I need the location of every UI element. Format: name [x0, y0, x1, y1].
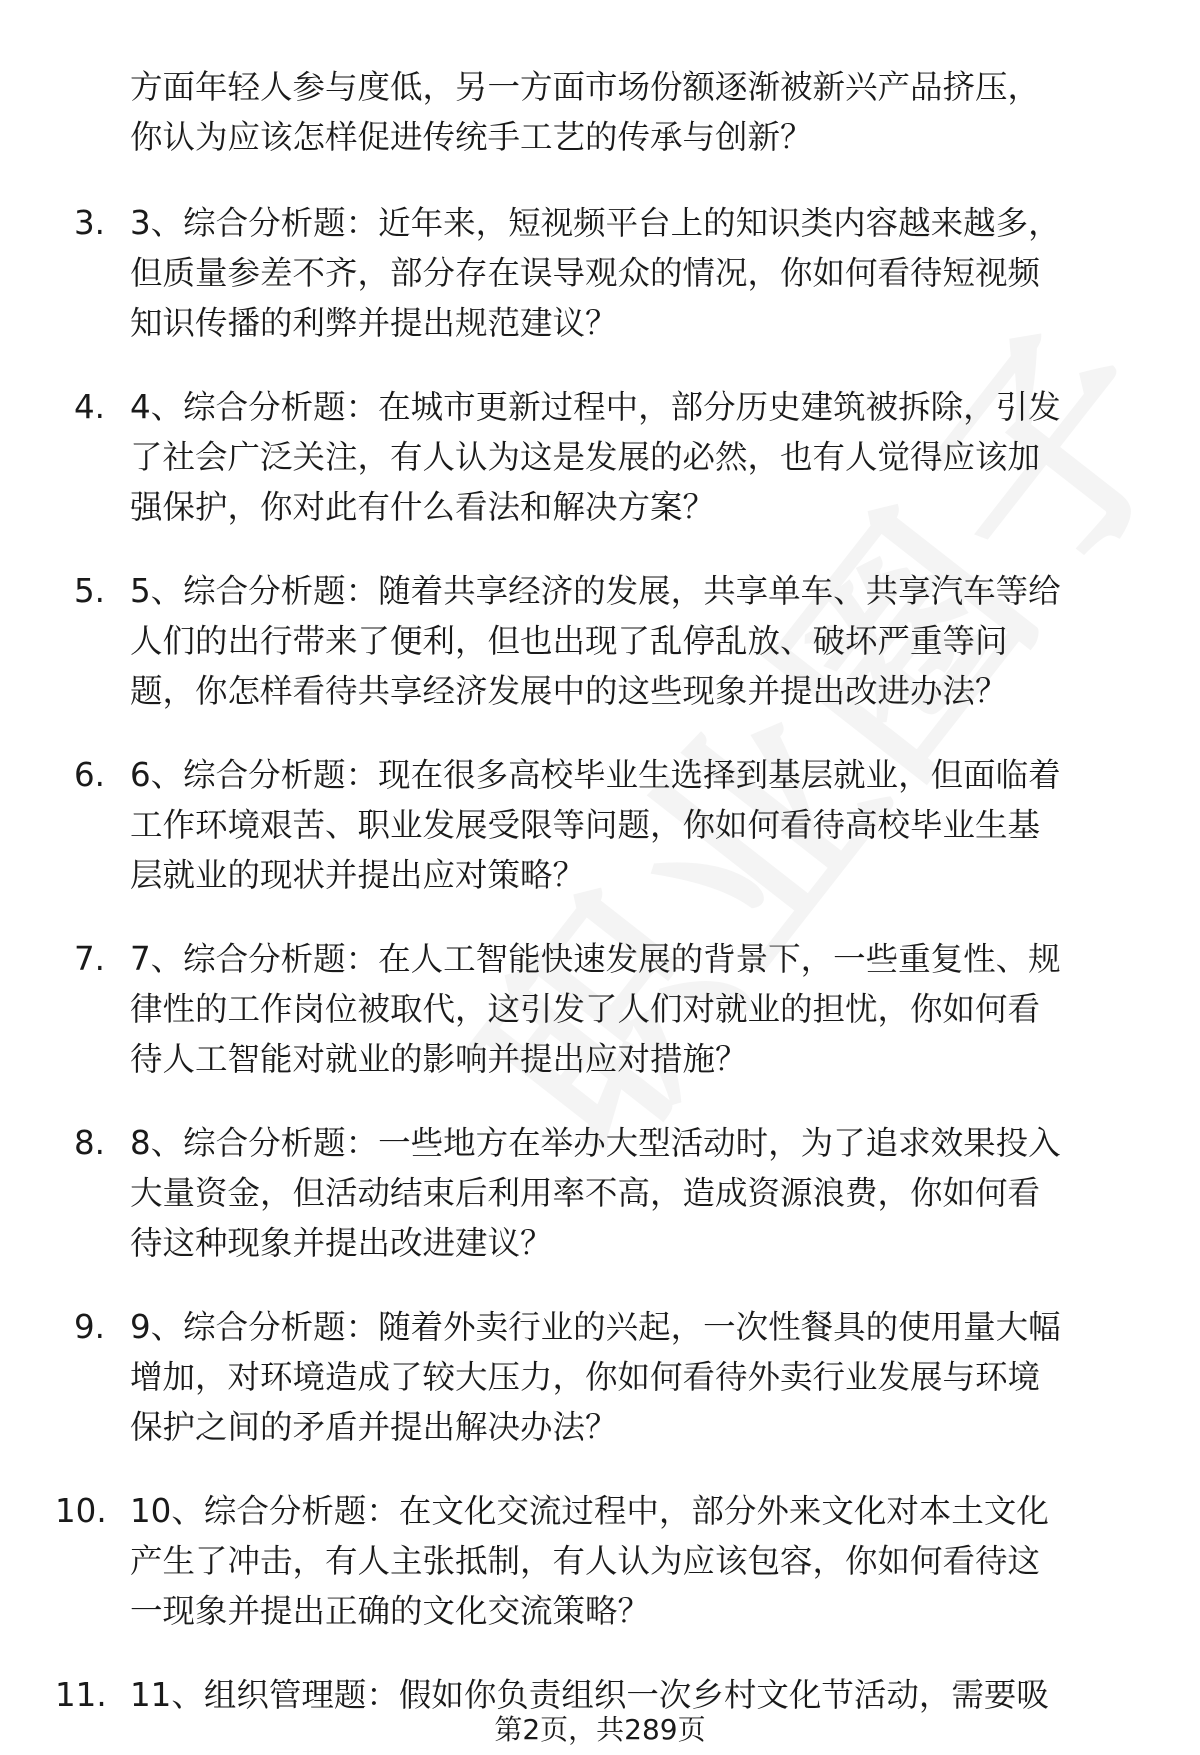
list-item-text: 10、综合分析题：在文化交流过程中，部分外来文化对本土文化 产生了冲击，有人主张抵制，有人认为应该包容，你如何看待这 一现象并提出正确的文化交流策略？: [130, 1492, 1049, 1630]
list-item: [0, 1118, 1200, 1268]
list-item-text: 4、综合分析题：在城市更新过程中，部分历史建筑被拆除，引发 了社会广泛关注，有人认为这是发展的必然，也有人觉得应该加 强保护，你对此有什么看法和解决方案？: [130, 388, 1061, 526]
list-item-number: 10.: [55, 1492, 107, 1530]
list-item-number: 5.: [74, 572, 106, 610]
list-item-continuation: [0, 62, 1200, 162]
list-item-text: 9、综合分析题：随着外卖行业的兴起，一次性餐具的使用量大幅 增加，对环境造成了较大压力，你如何看待外卖行业发展与环境 保护之间的矛盾并提出解决办法？: [130, 1308, 1061, 1446]
list-item-number: 9.: [74, 1308, 106, 1346]
list-item: [0, 934, 1200, 1084]
list-item: [0, 382, 1200, 532]
list-item-text: 3、综合分析题：近年来，短视频平台上的知识类内容越来越多， 但质量参差不齐，部分存在误导观众的情况，你如何看待短视频 知识传播的利弊并提出规范建议？: [130, 204, 1061, 342]
list-item-text: 11、组织管理题：假如你负责组织一次乡村文化节活动，需要吸: [130, 1676, 1049, 1714]
page-footer: [0, 1712, 1200, 1748]
list-item-text: 6、综合分析题：现在很多高校毕业生选择到基层就业，但面临着 工作环境艰苦、职业发展受限等问题，你如何看待高校毕业生基 层就业的现状并提出应对策略？: [130, 756, 1061, 894]
list-item-text: 8、综合分析题：一些地方在举办大型活动时，为了追求效果投入 大量资金，但活动结束后利用率不高，造成资源浪费，你如何看 待这种现象并提出改进建议？: [130, 1124, 1061, 1262]
list-item-text: 方面年轻人参与度低，另一方面市场份额逐渐被新兴产品挤压， 你认为应该怎样促进传统手工艺的传承与创新？: [130, 68, 1041, 156]
list-item-text: 5、综合分析题：随着共享经济的发展，共享单车、共享汽车等给 人们的出行带来了便利，但也出现了乱停乱放、破坏严重等问 题，你怎样看待共享经济发展中的这些现象并提出改进办法？: [130, 572, 1061, 710]
list-item-number: 3.: [74, 204, 106, 242]
list-item: [0, 566, 1200, 716]
list-item-number: 4.: [74, 388, 106, 426]
list-item: [0, 1302, 1200, 1452]
page-number-label: 第2页，共289页: [494, 1713, 706, 1746]
list-item-number: 6.: [74, 756, 106, 794]
list-item-number: 8.: [74, 1124, 106, 1162]
list-item: [0, 750, 1200, 900]
list-item-text: 7、综合分析题：在人工智能快速发展的背景下，一些重复性、规 律性的工作岗位被取代，这引发了人们对就业的担忧，你如何看 待人工智能对就业的影响并提出应对措施？: [130, 940, 1061, 1078]
list-item: [0, 1486, 1200, 1636]
list-item-number: 7.: [74, 940, 106, 978]
list-item: [0, 198, 1200, 348]
question-list: [0, 62, 1200, 1754]
list-item-number: 11.: [55, 1676, 107, 1714]
